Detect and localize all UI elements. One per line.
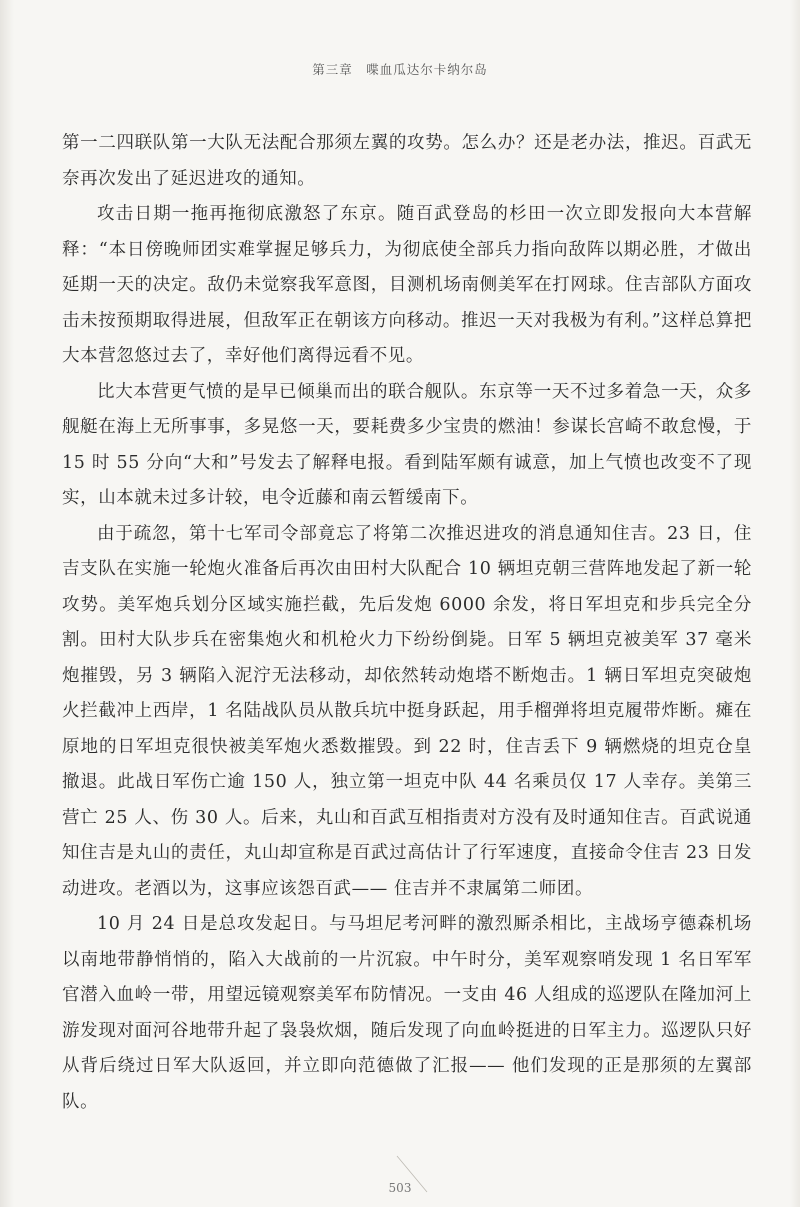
body-text [62, 126, 752, 1120]
paragraph: 由于疏忽，第十七军司令部竟忘了将第二次推迟进攻的消息通知住吉。23 日，住吉支队在实施一轮炮火准备后再次由田村大队配合 10 辆坦克朝三营阵地发起了新一轮攻势。美军炮兵划分区域实施拦截，先后发炮 6000 余发，将日军坦克和步兵完全分割。田村大队步兵在密集炮火和机枪火力下纷纷倒毙。日军 5 辆坦克被美军 37 毫米炮摧毁，另 3 辆陷入泥泞无法移动，却依然转动炮塔不断炮击。1 辆日军坦克突破炮火拦截冲上西岸，1 名陆战队员从散兵坑中挺身跃起，用手榴弹将坦克履带炸断。瘫在原地的日军坦克很快被美军炮火悉数摧毁。到 22 时，住吉丢下 9 辆燃烧的坦克仓皇撤退。此战日军伤亡逾 150 人，独立第一坦克中队 44 名乘员仅 17 人幸存。美第三营亡 25 人、伤 30 人。后来，丸山和百武互相指责对方没有及时通知住吉。百武说通知住吉是丸山的责任，丸山却宣称是百武过高估计了行军速度，直接命令住吉 23 日发动进攻。老酒以为，这事应该怨百武—— 住吉并不隶属第二师团。 [62, 523, 752, 899]
page-edge-shadow [0, 0, 14, 1207]
paragraph: 10 月 24 日是总攻发起日。与马坦尼考河畔的激烈厮杀相比，主战场亨德森机场以南地带静悄悄的，陷入大战前的一片沉寂。中午时分，美军观察哨发现 1 名日军军官潜入血岭一带，用望远镜观察美军布防情况。一支由 46 人组成的巡逻队在隆加河上游发现对面河谷地带升起了袅袅炊烟，随后发现了向血岭挺进的日军主力。巡逻队只好从背后绕过日军大队返回，并立即向范德做了汇报—— 他们发现的正是那须的左翼部队。 [62, 914, 752, 1112]
page-edge-shadow [790, 0, 800, 1207]
paragraph: 攻击日期一拖再拖彻底激怒了东京。随百武登岛的杉田一次立即发报向大本营解释：“本日傍晚师团实难掌握足够兵力，为彻底使全部兵力指向敌阵以期必胜，才做出延期一天的决定。敌仍未觉察我军意图，目测机场南侧美军在打网球。住吉部队方面攻击未按预期取得进展，但敌军正在朝该方向移动。推迟一天对我极为有利。”这样总算把大本营忽悠过去了，幸好他们离得远看不见。 [62, 204, 752, 366]
running-header: 第三章 喋血瓜达尔卡纳尔岛 [312, 62, 488, 77]
paragraph: 比大本营更气愤的是早已倾巢而出的联合舰队。东京等一天不过多着急一天，众多舰艇在海上无所事事，多晃悠一天，要耗费多少宝贵的燃油！参谋长宫崎不敢怠慢，于 15 时 55 分向“大和”号发去了解释电报。看到陆军颇有诚意，加上气愤也改变不了现实，山本就未过多计较，电令近藤和南云暂缓南下。 [62, 381, 752, 508]
page-number: 503 [388, 1181, 412, 1195]
paragraph: 第一二四联队第一大队无法配合那须左翼的攻势。怎么办？还是老办法，推迟。百武无奈再次发出了延迟进攻的通知。 [62, 133, 752, 189]
